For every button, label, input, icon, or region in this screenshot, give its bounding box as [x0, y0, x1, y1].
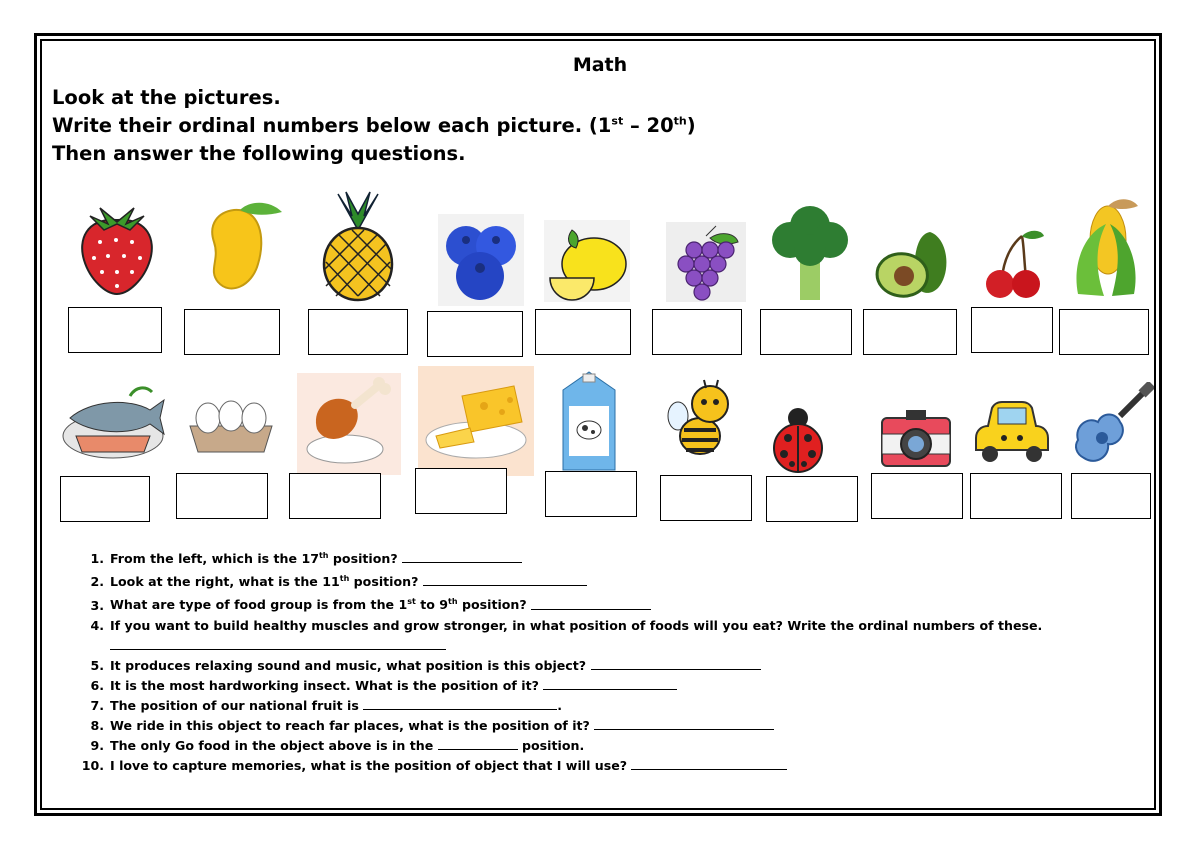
question-10: 10. I love to capture memories, what is the position of object that I will use? — [80, 756, 1140, 776]
answer-box-2[interactable] — [184, 309, 280, 355]
question-7: 7. The position of our national fruit is . — [90, 697, 563, 713]
cheese-icon — [418, 366, 534, 476]
answer-box-3[interactable] — [308, 309, 408, 355]
answer-box-12[interactable] — [176, 473, 268, 519]
answer-line-5[interactable] — [591, 657, 761, 670]
question-6: 6. It is the most hardworking insect. What is the position of it? — [80, 676, 1140, 696]
grapes-icon — [666, 222, 746, 302]
answer-box-19[interactable] — [970, 473, 1062, 519]
answer-box-13[interactable] — [289, 473, 381, 519]
eggs-icon — [188, 396, 274, 454]
ladybug-icon — [770, 404, 826, 474]
corn-icon — [1064, 194, 1144, 298]
answer-box-15[interactable] — [545, 471, 637, 517]
answer-box-5[interactable] — [535, 309, 631, 355]
instruction-line-3: Then answer the following questions. — [52, 142, 466, 165]
answer-line-10[interactable] — [631, 757, 787, 770]
bee-icon — [666, 376, 732, 458]
answer-box-10[interactable] — [1059, 309, 1149, 355]
answer-box-8[interactable] — [863, 309, 957, 355]
answer-line-3[interactable] — [531, 597, 651, 610]
cherry-icon — [980, 226, 1046, 300]
question-3: 3. What are type of food group is from the 1st to 9th position? — [80, 592, 1140, 615]
question-9: 9. The only Go food in the object above is in the position. — [90, 737, 585, 753]
answer-box-14[interactable] — [415, 468, 507, 514]
question-1: 1. From the left, which is the 17th position? — [80, 546, 1140, 569]
question-4-answer-row — [80, 636, 1140, 656]
broccoli-icon — [770, 204, 850, 302]
answer-line-2[interactable] — [423, 573, 587, 586]
answer-box-17[interactable] — [766, 476, 858, 522]
chicken-drumstick-icon — [297, 373, 401, 475]
answer-box-18[interactable] — [871, 473, 963, 519]
lemon-icon — [544, 220, 630, 302]
answer-box-7[interactable] — [760, 309, 852, 355]
guitar-icon — [1072, 382, 1154, 468]
answer-box-4[interactable] — [427, 311, 523, 357]
question-2: 2. Look at the right, what is the 11th position? — [80, 569, 1140, 592]
answer-box-9[interactable] — [971, 307, 1053, 353]
answer-box-6[interactable] — [652, 309, 742, 355]
milk-carton-icon — [553, 368, 625, 472]
camera-icon — [880, 406, 952, 468]
strawberry-icon — [76, 200, 158, 296]
answer-line-1[interactable] — [402, 550, 522, 563]
answer-box-16[interactable] — [660, 475, 752, 521]
car-icon — [972, 400, 1052, 464]
blueberries-icon — [438, 214, 524, 306]
instruction-line-2: Write their ordinal numbers below each picture. (1st – 20th) — [52, 114, 696, 137]
worksheet-title: Math — [572, 54, 628, 76]
answer-line-6[interactable] — [543, 677, 677, 690]
answer-box-11[interactable] — [60, 476, 150, 522]
pineapple-icon — [318, 190, 398, 302]
answer-line-4[interactable] — [110, 637, 446, 650]
answer-line-8[interactable] — [594, 717, 774, 730]
answer-box-20[interactable] — [1071, 473, 1151, 519]
question-4: 4. If you want to build healthy muscles and grow stronger, in what position of foods will you eat? Write the ordinal numbers of these. — [90, 617, 1043, 633]
fish-icon — [60, 380, 166, 468]
question-8: 8. We ride in this object to reach far places, what is the position of it? — [80, 716, 1140, 736]
instruction-line-1: Look at the pictures. — [52, 86, 281, 109]
mango-icon — [200, 198, 284, 298]
answer-line-9[interactable] — [438, 737, 518, 750]
question-list — [80, 546, 1140, 776]
answer-box-1[interactable] — [68, 307, 162, 353]
avocado-icon — [874, 228, 954, 302]
answer-line-7[interactable] — [363, 697, 557, 710]
question-5: 5. It produces relaxing sound and music, what position is this object? — [80, 656, 1140, 676]
